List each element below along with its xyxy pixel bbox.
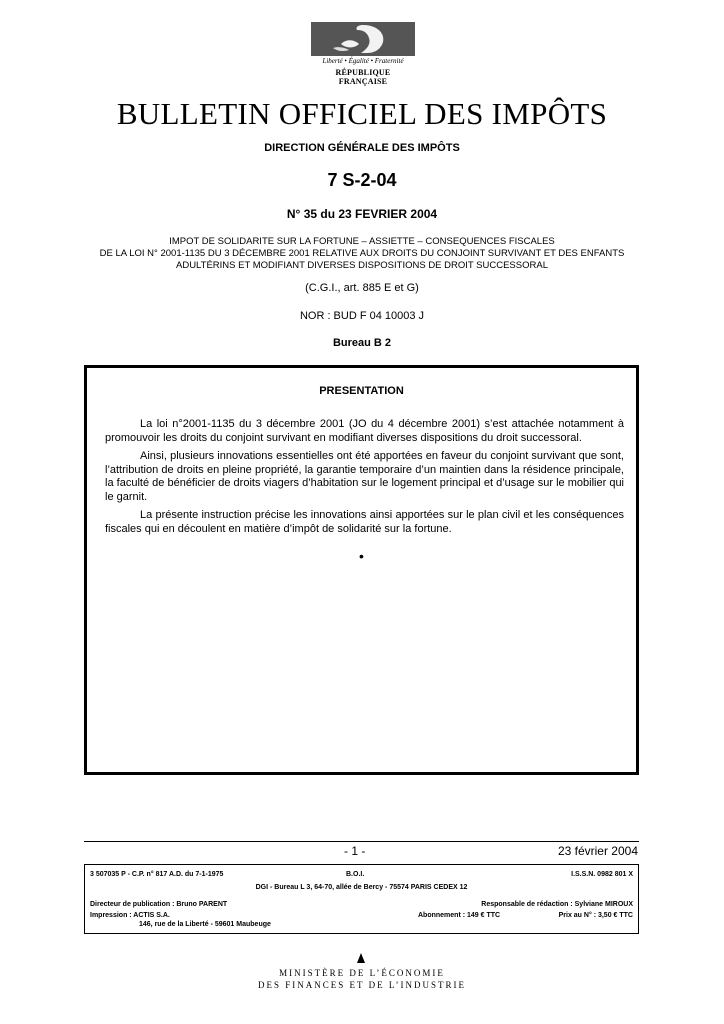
country-name: RÉPUBLIQUE FRANÇAISE bbox=[335, 68, 391, 86]
issn: I.S.S.N. 0982 801 X bbox=[571, 871, 633, 878]
publication-date: 23 février 2004 bbox=[557, 844, 638, 858]
direction-name: DIRECTION GÉNÉRALE DES IMPÔTS bbox=[264, 142, 460, 154]
cgi-reference: (C.G.I., art. 885 E et G) bbox=[305, 282, 419, 294]
page-title: BULLETIN OFFICIEL DES IMPÔTS bbox=[116, 96, 608, 131]
motto: Liberté • Égalité • Fraternité bbox=[322, 57, 404, 65]
ministry-line: MINISTÈRE DE L’ÉCONOMIE bbox=[279, 968, 445, 978]
printer: Impression : ACTIS S.A. bbox=[90, 912, 170, 919]
cp-reference: 3 507035 P - C.P. n° 817 A.D. du 7-1-1975 bbox=[90, 871, 224, 878]
ministry-emblem-icon bbox=[357, 953, 365, 963]
subject-block bbox=[0, 236, 724, 272]
editor-in-chief: Responsable de rédaction : Sylviane MIROUX bbox=[481, 901, 633, 908]
issue-price: Prix au N° : 3,50 € TTC bbox=[558, 912, 633, 919]
presentation-box bbox=[84, 365, 639, 775]
bullet-mark: • bbox=[359, 548, 364, 564]
presentation-body bbox=[105, 418, 624, 541]
ministry-name bbox=[0, 967, 724, 991]
paragraph: Ainsi, plusieurs innovations essentielles ont été apportées en faveur du conjoint survivant que sont, l’attribution de droits en pleine propriété, la garantie temporaire d’un maintien dans la résidence principale, la faculté de bénéficier de droits viagers d’habitation sur le logement principal et d’usage sur le mobilier qui le garnit. bbox=[105, 450, 624, 503]
footer-divider bbox=[84, 841, 639, 842]
subscription-price: Abonnement : 149 € TTC bbox=[418, 912, 501, 919]
marianne-icon bbox=[311, 22, 415, 56]
printer-address: 146, rue de la Liberté - 59601 Maubeuge bbox=[139, 921, 271, 928]
republique-francaise-logo bbox=[311, 22, 415, 86]
subject-line: ADULTÉRINS ET MODIFIANT DIVERSES DISPOSITIONS DE DROIT SUCCESSORAL bbox=[176, 260, 548, 271]
paragraph: La présente instruction précise les innovations ainsi apportées sur le plan civil et les conséquences fiscales qui en découlent en matière d’impôt de solidarité sur la fortune. bbox=[105, 509, 624, 535]
subject-line: DE LA LOI N° 2001-1135 DU 3 DÉCEMBRE 2001 RELATIVE AUX DROITS DU CONJOINT SURVIVANT ET DES ENFANTS bbox=[99, 248, 625, 259]
boi-label: B.O.I. bbox=[346, 871, 365, 878]
bureau-name: Bureau B 2 bbox=[332, 337, 392, 349]
document-reference: 7 S-2-04 bbox=[327, 170, 397, 190]
publication-director: Directeur de publication : Bruno PARENT bbox=[90, 901, 228, 908]
ministry-line: DES FINANCES ET DE L’INDUSTRIE bbox=[257, 980, 466, 990]
nor-reference: NOR : BUD F 04 10003 J bbox=[299, 310, 425, 322]
presentation-title: PRESENTATION bbox=[319, 385, 404, 397]
dgi-address: DGI - Bureau L 3, 64-70, allée de Bercy - 75574 PARIS CEDEX 12 bbox=[255, 884, 468, 891]
issue-number: N° 35 du 23 FEVRIER 2004 bbox=[286, 207, 438, 221]
publication-info-box bbox=[84, 864, 639, 934]
subject-line: IMPOT DE SOLIDARITE SUR LA FORTUNE – ASSIETTE – CONSEQUENCES FISCALES bbox=[169, 236, 555, 247]
page-number: - 1 - bbox=[344, 844, 366, 858]
paragraph: La loi n°2001-1135 du 3 décembre 2001 (JO du 4 décembre 2001) s’est attachée notamment à promouvoir les droits du conjoint survivant en modifiant diverses dispositions du droit successoral. bbox=[105, 418, 624, 444]
